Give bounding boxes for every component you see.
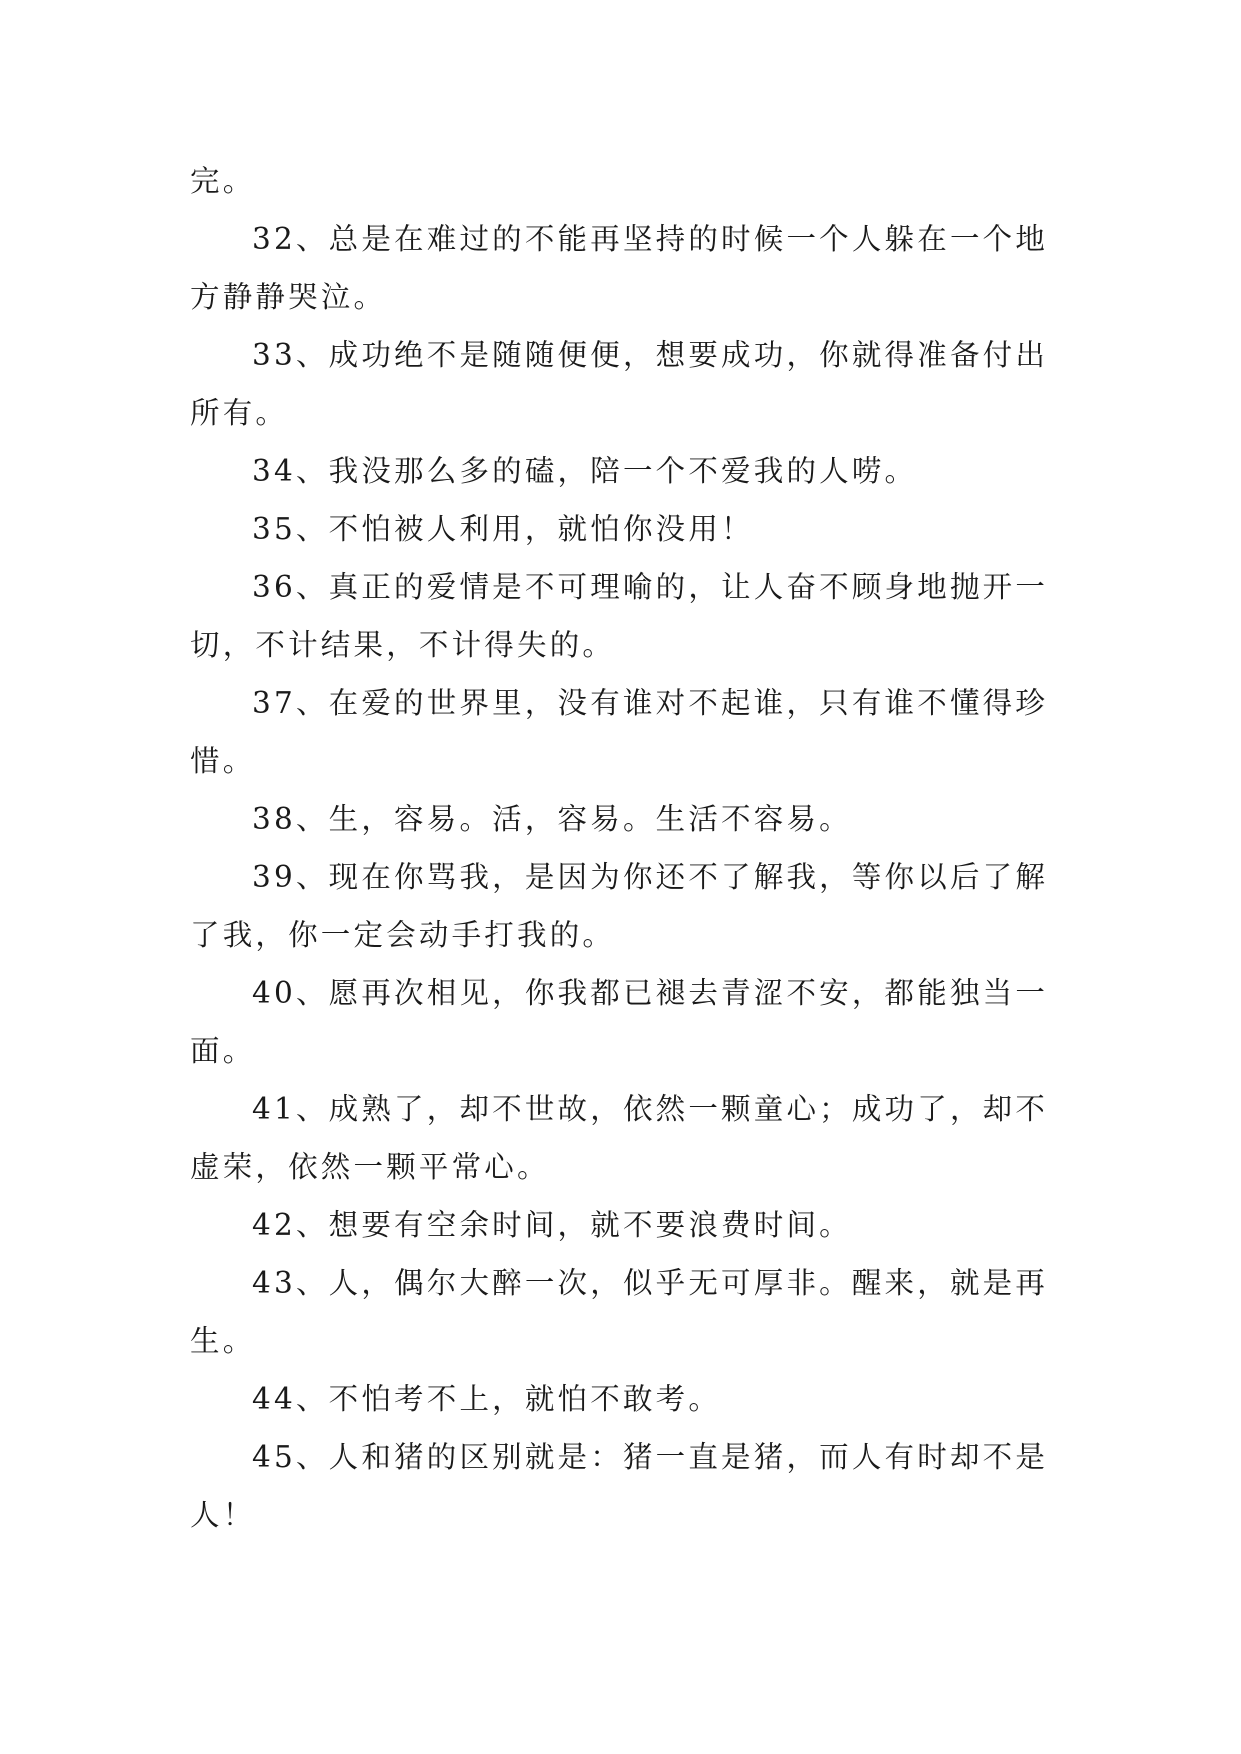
quote-paragraph-35: 35、不怕被人利用，就怕你没用！ — [252, 512, 754, 546]
quote-paragraph-38: 38、生，容易。活，容易。生活不容易。 — [252, 802, 852, 836]
quote-paragraph-42: 42、想要有空余时间，就不要浪费时间。 — [252, 1208, 852, 1242]
quote-paragraph-36: 36、真正的爱情是不可理喻的，让人奋不顾身地抛开一切，不计结果，不计得失的。 — [190, 570, 1049, 662]
quote-paragraph-44: 44、不怕考不上，就怕不敢考。 — [252, 1382, 722, 1416]
paragraph-continuation: 完。 — [190, 164, 256, 198]
quote-paragraph-32: 32、总是在难过的不能再坚持的时候一个人躲在一个地方静静哭泣。 — [190, 222, 1049, 314]
quote-paragraph-34: 34、我没那么多的磕，陪一个不爱我的人唠。 — [252, 454, 918, 488]
quote-paragraph-43: 43、人，偶尔大醉一次，似乎无可厚非。醒来，就是再生。 — [190, 1266, 1049, 1358]
quote-paragraph-37: 37、在爱的世界里，没有谁对不起谁，只有谁不懂得珍惜。 — [190, 686, 1049, 778]
document-page — [190, 152, 1050, 1544]
quote-paragraph-33: 33、成功绝不是随随便便，想要成功，你就得准备付出所有。 — [190, 338, 1049, 430]
quote-paragraph-41: 41、成熟了，却不世故，依然一颗童心；成功了，却不虚荣，依然一颗平常心。 — [190, 1092, 1049, 1184]
quote-paragraph-40: 40、愿再次相见，你我都已褪去青涩不安，都能独当一面。 — [190, 976, 1049, 1068]
quote-paragraph-39: 39、现在你骂我，是因为你还不了解我，等你以后了解了我，你一定会动手打我的。 — [190, 860, 1049, 952]
quote-paragraph-45: 45、人和猪的区别就是：猪一直是猪，而人有时却不是人！ — [190, 1440, 1049, 1532]
